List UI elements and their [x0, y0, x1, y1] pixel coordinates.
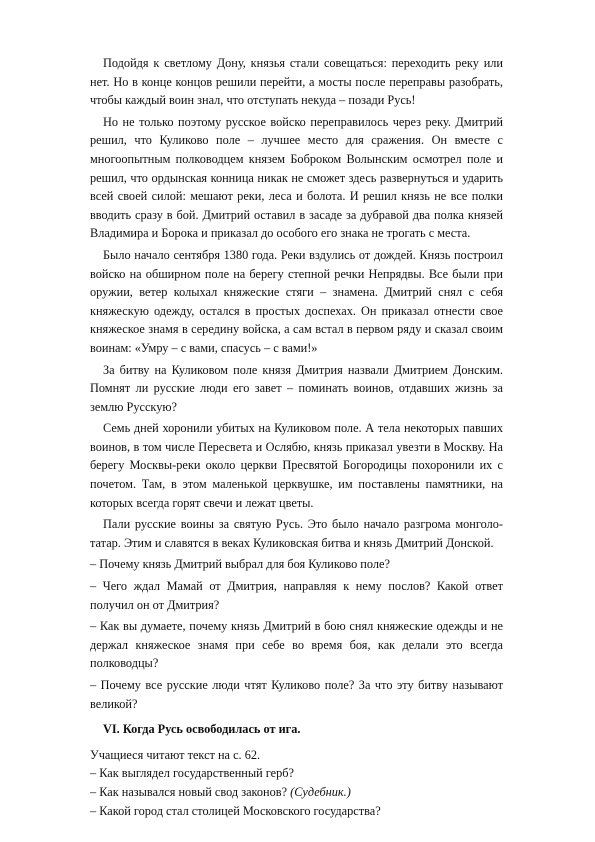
question-item: – Какой город стал столицей Московского государства? — [90, 803, 381, 818]
text-body — [90, 54, 503, 820]
question-answer: (Судебник.) — [290, 784, 351, 799]
question-item: – Почему все русские люди чтят Куликово поле? За что эту битву называют великой? — [90, 678, 503, 711]
paragraph-conclusion: Пали русские воины за святую Русь. Это было начало разгрома монголо-татар. Этим и славятся в веках Куликовская битва и князь Дмитрий Донской. — [90, 517, 503, 550]
paragraph-don-crossing: Подойдя к светлому Дону, князья стали совещаться: переходить реку или нет. Но в конце концов решили перейти, а мосты после переправы разобрать, чтобы каждый воин знал, что отступать некуда – позади Русь! — [90, 56, 503, 108]
paragraph-burial: Семь дней хоронили убитых на Куликовом поле. А тела некоторых павших воинов, в том числе Пересвета и Ослябю, князь приказал увезти в Москву. На берегу Москвы-реки около церкви Пресвятой Богородицы похоронили их с почетом. Там, в этом маленькой церквушке, им поставлены памятники, на которых всегда горят свечи и лежат цветы. — [90, 421, 503, 510]
question-text: – Как назывался новый свод законов? — [90, 784, 288, 799]
question-item: – Как выглядел государственный герб? — [90, 766, 295, 781]
paragraph-dmitry-donskoy: За битву на Куликовом поле князя Дмитрия назвали Дмитрием Донским. Помнят ли русские люди его завет – поминать воинов, отдавших жизнь за землю Русскую? — [90, 362, 503, 414]
question-item — [90, 783, 503, 802]
section-heading: VI. Когда Русь освободилась от ига. — [103, 722, 301, 737]
paragraph-september-1380: Было начало сентября 1380 года. Реки вздулись от дождей. Князь построил войско на обширном поле на берегу степной речки Непрядвы. Все были при оружии, ветер колыхал княжеские стяги – знамена. Дмитрий снял с себя княжескую одежду, остался в простых доспехах. Он приказал отнести свое княжеское знамя в середину войска, а сам встал в первом ряду и сказал своим воинам: «Умру – с вами, спасусь – с вами!» — [90, 247, 503, 355]
question-item: – Как вы думаете, почему князь Дмитрий в бою снял княжеские одежды и не держал княжеское знамя при себе во время боя, как делали это всегда полководцы? — [90, 619, 503, 671]
section-intro: Учащиеся читают текст на с. 62. — [90, 747, 261, 762]
paragraph-kulikovo-field-choice: Но не только поэтому русское войско переправилось через реку. Дмитрий решил, что Куликово поле – лучшее место для сражения. Он вместе с многоопытным полководцем князем Боброком Волынским осмотрел поле и решил, что ордынская конница никак не сможет здесь развернуться и ударить всей своей силой: мешают реки, леса и болота. И решил князь не все полки вводить сразу в бой. Дмитрий оставил в засаде за дубравой два полка князей Владимира и Борока и приказал до особого его знака не трогать с места. — [90, 114, 503, 241]
question-item: – Почему князь Дмитрий выбрал для боя Куликово поле? — [90, 557, 390, 572]
question-item: – Чего ждал Мамай от Дмитрия, направляя к нему послов? Какой ответ получил он от Дмитрия? — [90, 579, 503, 612]
